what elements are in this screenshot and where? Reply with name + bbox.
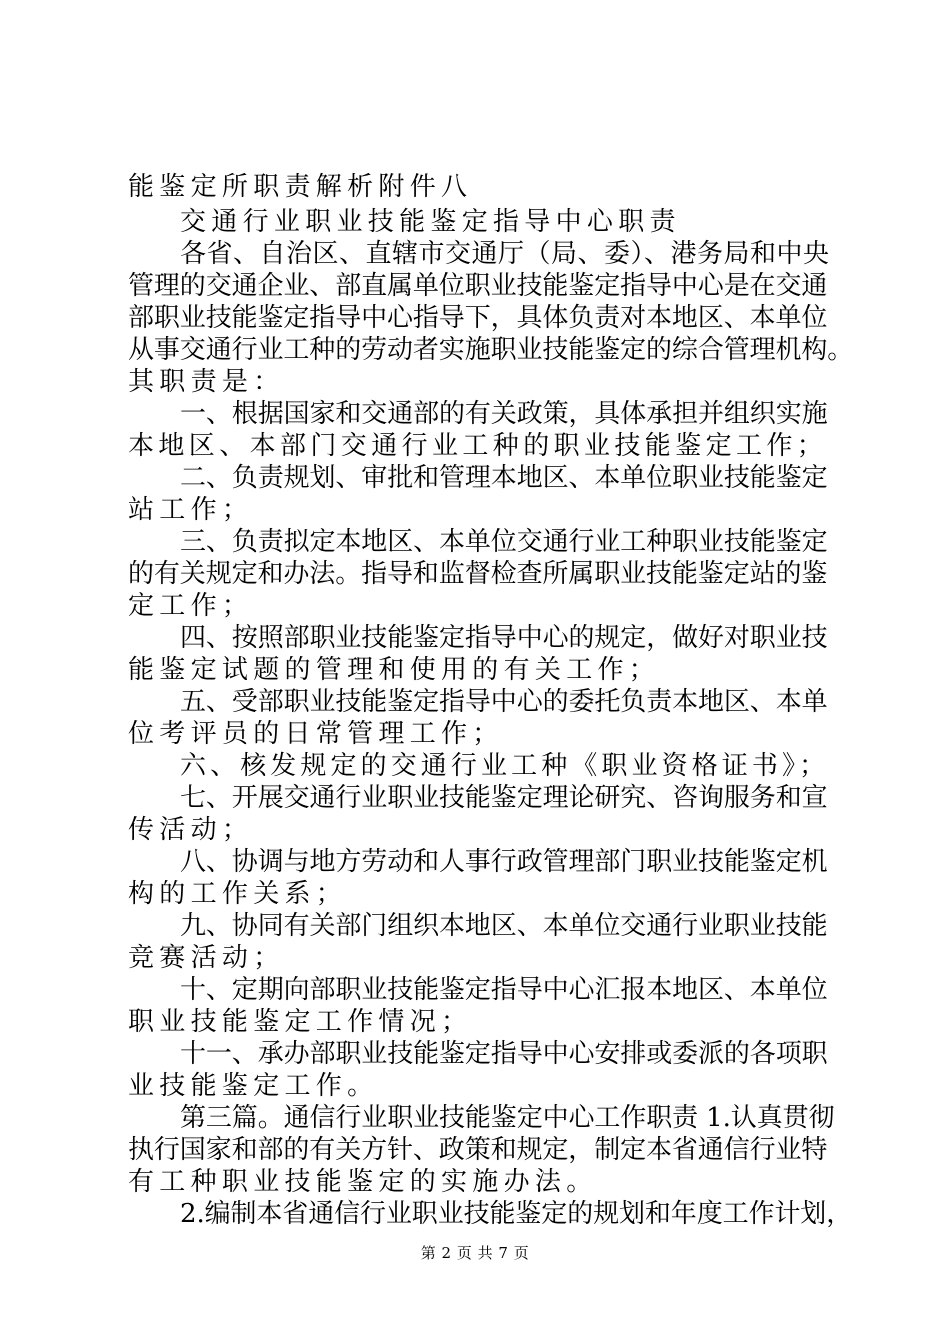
text-line: 构的工作关系； (128, 879, 348, 909)
text-line: 第三篇。通信行业职业技能鉴定中心工作职责 1.认真贯彻 (180, 1103, 835, 1133)
text-line: 竞赛活动； (128, 943, 285, 973)
text-line: 四、按照部职业技能鉴定指导中心的规定，做好对职业技 (180, 623, 828, 653)
text-line: 能鉴定所职责解析附件八 (128, 172, 473, 202)
text-line: 十、定期向部职业技能鉴定指导中心汇报本地区、本单位 (180, 975, 828, 1005)
text-line: 二、负责规划、审批和管理本地区、本单位职业技能鉴定 (180, 463, 828, 493)
text-line: 部职业技能鉴定指导中心指导下，具体负责对本地区、本单位 (128, 303, 828, 333)
text-line: 本地区、本部门交通行业工种的职业技能鉴定工作； (128, 431, 828, 461)
text-line: 有工种职业技能鉴定的实施办法。 (128, 1167, 598, 1197)
text-line: 一、根据国家和交通部的有关政策，具体承担并组织实施 (180, 399, 828, 429)
text-line: 九、协同有关部门组织本地区、本单位交通行业职业技能 (180, 911, 828, 941)
text-line: 能鉴定试题的管理和使用的有关工作； (128, 655, 661, 685)
text-line: 传活动； (128, 815, 254, 845)
text-line: 职业技能鉴定工作情况； (128, 1007, 473, 1037)
text-line: 执行国家和部的有关方针、政策和规定，制定本省通信行业特 (128, 1135, 828, 1165)
text-line: 2.编制本省通信行业职业技能鉴定的规划和年度工作计划， (180, 1199, 853, 1229)
text-line: 定工作； (128, 591, 254, 621)
text-line: 八、协调与地方劳动和人事行政管理部门职业技能鉴定机 (180, 847, 828, 877)
text-line: 位考评员的日常管理工作； (128, 719, 504, 749)
text-line: 其职责是： (128, 367, 285, 397)
text-line: 三、负责拟定本地区、本单位交通行业工种职业技能鉴定 (180, 527, 828, 557)
text-line: 管理的交通企业、部直属单位职业技能鉴定指导中心是在交通 (128, 271, 828, 301)
text-line: 业技能鉴定工作。 (128, 1071, 379, 1101)
text-line: 各省、自治区、直辖市交通厅（局、委）、港务局和中央 (180, 239, 830, 269)
text-line: 站工作； (128, 495, 254, 525)
text-line: 六、核发规定的交通行业工种《职业资格证书》； (180, 751, 830, 781)
text-line: 从事交通行业工种的劳动者实施职业技能鉴定的综合管理机构。 (128, 335, 854, 365)
text-line: 的有关规定和办法。指导和监督检查所属职业技能鉴定站的鉴 (128, 559, 828, 589)
text-line: 十一、承办部职业技能鉴定指导中心安排或委派的各项职 (180, 1039, 828, 1069)
document-title: 交通行业职业技能鉴定指导中心职责 (180, 207, 681, 237)
text-line: 七、开展交通行业职业技能鉴定理论研究、咨询服务和宣 (180, 783, 828, 813)
text-line: 五、受部职业技能鉴定指导中心的委托负责本地区、本单 (180, 687, 828, 717)
page-footer: 第 2 页 共 7 页 (420, 1244, 530, 1262)
